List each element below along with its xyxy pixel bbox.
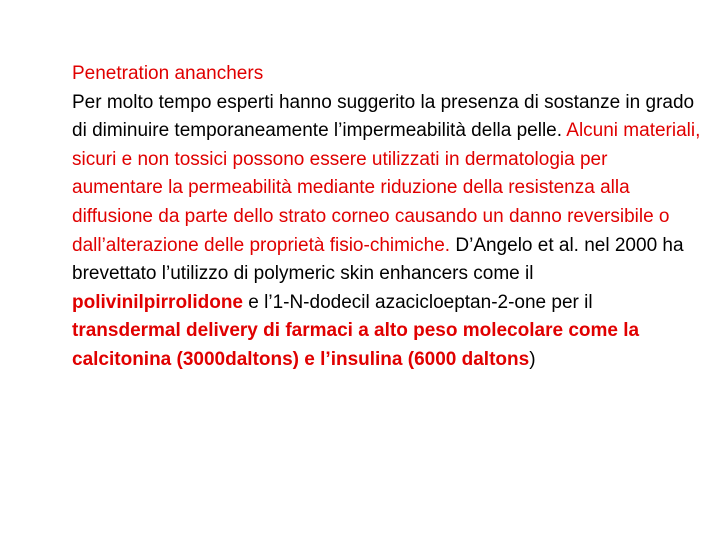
- text-segment-closing-paren: ): [529, 348, 536, 370]
- text-segment-azacicloeptanone: e l’1-N-dodecil azacicloeptan-2-one per il: [248, 291, 593, 313]
- slide-title: Penetration ananchers: [72, 63, 264, 84]
- body-text-block: [72, 60, 702, 375]
- text-segment-polivinilpirrolidone: polivinilpirrolidone: [72, 291, 243, 313]
- text-segment-transdermal-delivery: transdermal delivery di farmaci a alto peso molecolare come la calcitonina (3000daltons) e l’insulina (6000 daltons: [72, 320, 640, 370]
- text-segment-dangelo: D’Angelo et al. nel 2000 ha brevettato l’utilizzo di polymeric skin enhancers come il: [72, 234, 684, 285]
- text-segment-intro: Per molto tempo esperti hanno suggerito la presenza di sostanze in grado di diminuire temporaneamente l’impermeabilità della pelle.: [72, 91, 695, 142]
- text-segment-materials-red: Alcuni materiali, sicuri e non tossici possono essere utilizzati in dermatologia per aumentare la permeabilità mediante riduzione della resistenza alla diffusione da parte dello strato corneo causando un danno reversibile o dall’alterazione delle proprietà fisio-chimiche.: [72, 120, 701, 256]
